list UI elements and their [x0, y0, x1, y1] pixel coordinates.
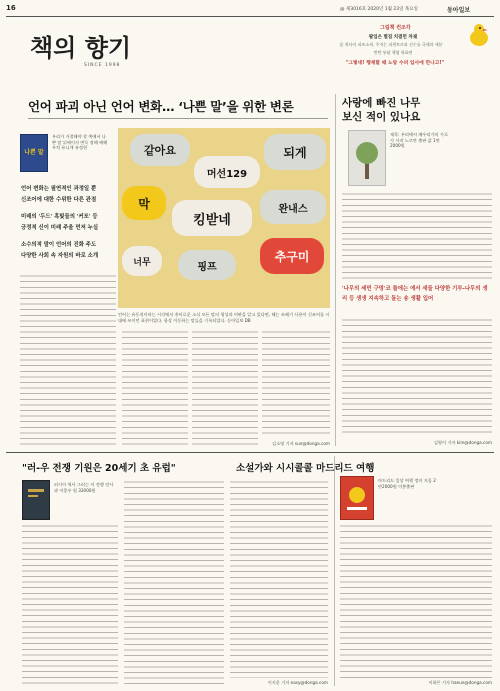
main-article-body-col-3: [192, 330, 258, 448]
side-article-body-2: [342, 318, 492, 436]
event-line-3: 반반 통답 책혐 학표면: [373, 50, 413, 55]
bubble-pingpeu: 핑프: [178, 250, 236, 280]
header-rule: [6, 16, 494, 17]
bottom-right-byline: 이하은 기자 haeun@donga.com: [428, 680, 492, 685]
bubble-chugumi: 추구미: [260, 238, 324, 274]
duck-illustration: [468, 22, 490, 48]
main-article-byline: 김소영 기자 sun@donga.com: [272, 441, 330, 446]
subhead-3: 미래의 '두드' 흑빛들의 '커포' 등: [21, 214, 98, 220]
section-title-text: 책의 향기: [30, 33, 132, 62]
event-badge: 그림책 컨조각: [380, 25, 411, 31]
subhead-5: 소수의적 말이 언어의 진화 주도: [21, 242, 97, 248]
book-cover-title: 나쁜 말: [24, 149, 44, 156]
speech-bubble-illustration: [118, 128, 330, 308]
section-since: SINCE 1998: [84, 63, 121, 68]
bottom-left-body-3: [230, 480, 328, 678]
main-article-body-col-4: [262, 330, 330, 438]
main-article-body-col-1: [20, 274, 116, 448]
bubble-mak: 막: [122, 186, 166, 220]
side-article-body-1: [342, 192, 492, 280]
bottom-left-byline: 이지운 기자 easy@donga.com: [267, 680, 328, 685]
bottom-left-body-1: [22, 524, 118, 684]
side-column-divider: [335, 94, 336, 446]
bubble-doege: 되게: [264, 134, 326, 170]
bottom-column-divider: [334, 456, 335, 686]
page-number: 16: [6, 4, 16, 12]
event-line-1: 팔입은 별짐 치결먼 차궤: [368, 35, 418, 40]
bottom-right-headline: 소설가와 시시콜콜 마드리드 여행: [236, 463, 375, 474]
subhead-4: 긍정적 신이 미래 주울 먼저 누실: [21, 225, 99, 231]
main-article-body-col-2: [122, 330, 188, 448]
subhead-1: 언어 변화는 필연적인 과정일 뿐: [21, 186, 97, 192]
side-byline: 김영이 기자 kim@donga.com: [433, 440, 492, 445]
bottom-right-book-info: 마드리드 일상 여행 정미 지음 2만2000원 이봉출판: [378, 478, 436, 489]
event-line-2: 꿈 착사이 퍼즈소직. 주저는 퍼센트르과 선수를 국색과 세분: [339, 42, 443, 47]
event-box: [318, 20, 494, 90]
side-book-info: 제목: 우리에서 배우리가의 가로가 시작 노르만 출판 값 1만2000원: [390, 132, 448, 149]
headline-rule: [28, 118, 328, 119]
bottom-right-book-cover: [340, 476, 374, 520]
bottom-left-book-cover: [22, 480, 50, 520]
bubble-wannaeseu: 완내스: [260, 190, 326, 224]
side-column-title: 사랑에 빠진 나무 보신 적이 있나요: [342, 97, 421, 123]
event-tagline: "그렇네! 행제할 때 노랑 수퍼 입사에 만나고!": [345, 61, 445, 66]
bubble-neomu: 너무: [122, 246, 162, 276]
bottom-left-book-info: 러시아 역사 그러는 이 전쟁 전사과 이종우 원 33000원: [54, 482, 114, 493]
side-quote: '나무의 세먼 구멍'코 틀에는 에서 새들 다양한 기루-나무의 생리 등 생생 지속하고 돌는 송 생활 입어: [342, 286, 488, 302]
book-info: 우리가 거절해야 할 쪽에서 나쁜 말 뒤에이지 변독 정해 배해 우치 유니개 유정현: [52, 134, 108, 151]
main-headline: 언어 파괴 아닌 언어 변화… ‘나쁜 말’을 위한 변론: [28, 99, 294, 114]
side-book-cover: [348, 130, 386, 186]
bubble-gatayo: 같아요: [130, 134, 190, 166]
bubble-meoseon129: 머선129: [194, 156, 260, 188]
bubble-kingbatne: 킹받네: [172, 200, 252, 236]
photo-caption: 언어는 유동적이라는 시각에서 흥미로운 소식 모든 말의 형성과 비판을 알고 있다면, 해는 쓰레기 사용이 신조어를 시대에 쓰이던 표현이었다. 항상 이동하는 말들을 기록되었다. 동아일보 DB: [118, 312, 330, 323]
masthead-date: @ 제3016호 2020년 1월 23일 목요일: [340, 7, 418, 12]
bottom-left-body-2: [124, 480, 224, 684]
brand-name: 동아일보: [447, 7, 471, 14]
section-title: [30, 28, 131, 68]
subhead-2: 신조어에 대한 수위한 다른 관점: [21, 197, 97, 203]
bottom-left-headline: "러-우 전쟁 기원은 20세기 초 유럽": [22, 463, 176, 474]
book-cover: [20, 134, 48, 172]
subhead-6: 다양한 사회 속 자원의 바로 소개: [21, 253, 99, 259]
bottom-right-body-1: [340, 524, 492, 678]
subheads: [21, 184, 121, 262]
section-divider: [6, 452, 494, 453]
